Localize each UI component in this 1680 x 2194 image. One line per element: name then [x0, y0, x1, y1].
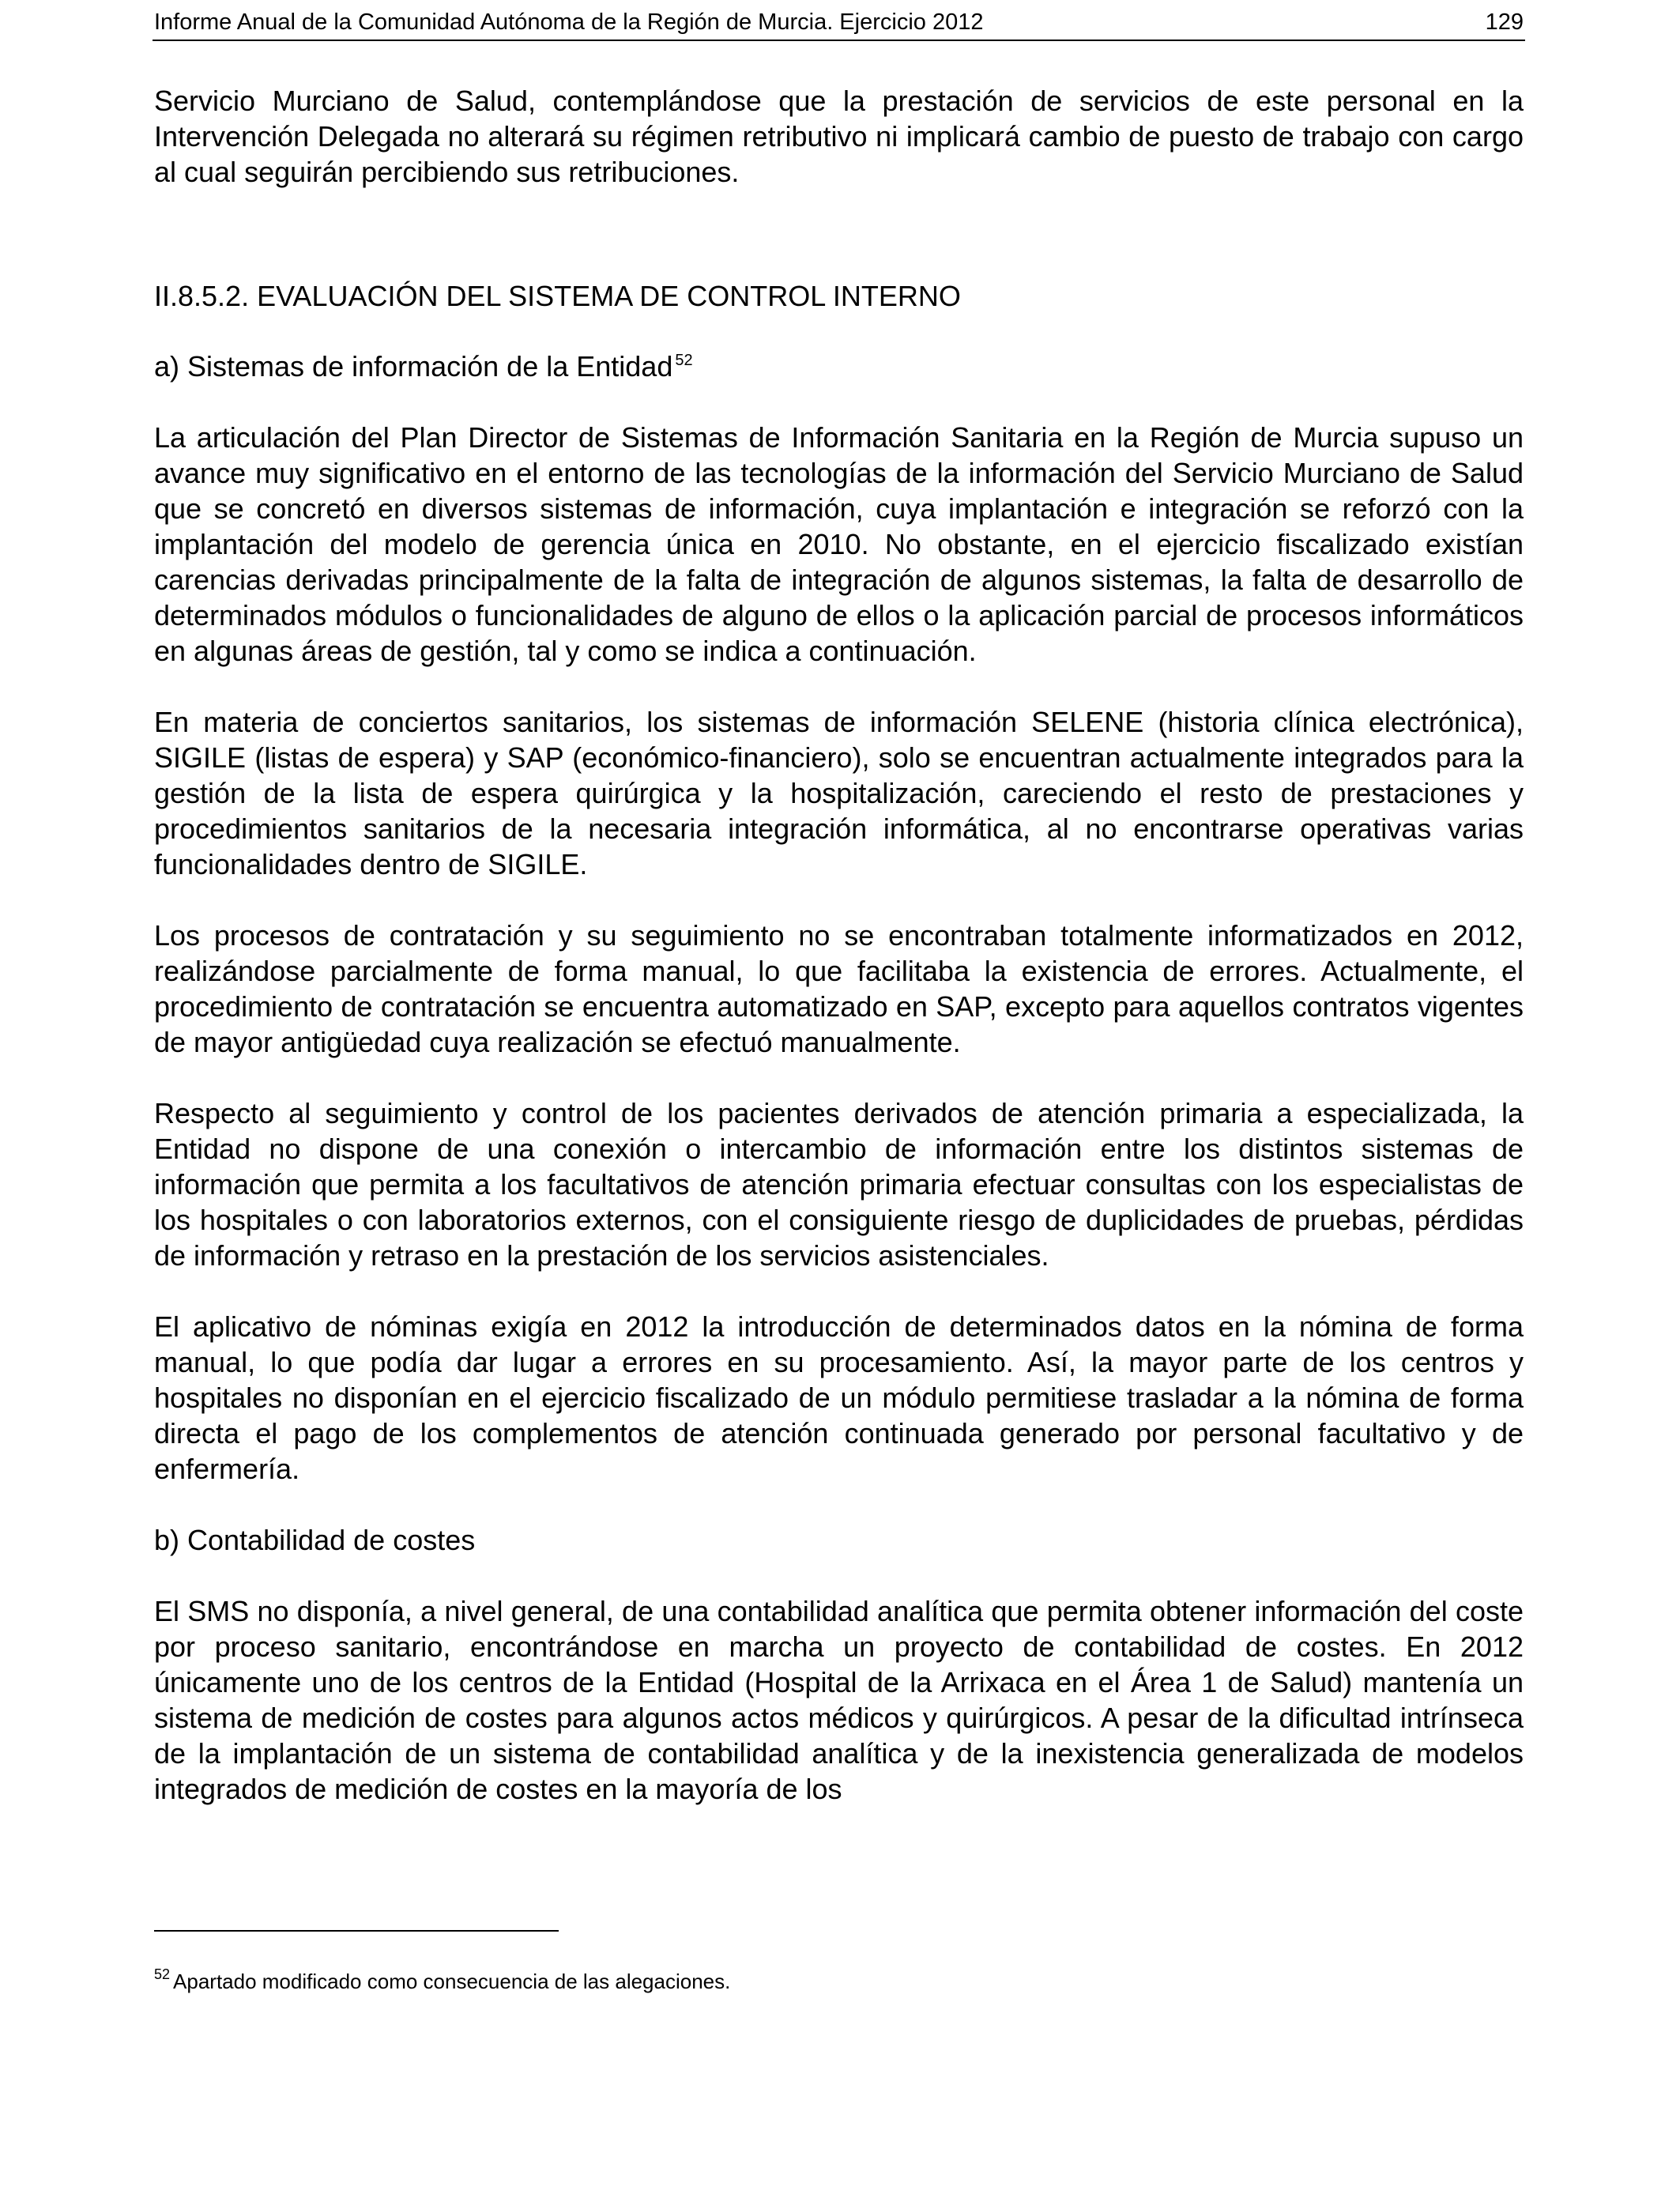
section-heading: II.8.5.2. EVALUACIÓN DEL SISTEMA DE CONTROL INTERNO	[154, 280, 961, 312]
header-title: Informe Anual de la Comunidad Autónoma de la Región de Murcia. Ejercicio 2012	[154, 9, 984, 35]
intro-paragraph: Servicio Murciano de Salud, contemplándose que la prestación de servicios de este personal en la Intervención Delegada no alterará su régimen retributivo ni implicará cambio de puesto de trabajo con cargo al cual seguirán percibiendo sus retribuciones.	[154, 85, 1524, 188]
paragraph-seguimiento-pacientes: Respecto al seguimiento y control de los pacientes derivados de atención primaria a especializada, la Entidad no dispone de una conexión o intercambio de información entre los distintos sistemas de información que permita a los facultativos de atención primaria efectuar consultas con los especialistas de los hospitales o con laboratorios externos, con el consiguiente riesgo de duplicidades de pruebas, pérdidas de información y retraso en la prestación de los servicios asistenciales.	[154, 1097, 1524, 1272]
subsection-a-heading-text: a) Sistemas de información de la Entidad	[154, 350, 673, 383]
subsection-a-heading	[154, 349, 1524, 384]
paragraph-contabilidad-costes: El SMS no disponía, a nivel general, de una contabilidad analítica que permita obtener información del coste por proceso sanitario, encontrándose en marcha un proyecto de contabilidad de costes. En 2012 únicamente uno de los centros de la Entidad (Hospital de la Arrixaca en el Área 1 de Salud) mantenía un sistema de medición de costes para algunos actos médicos y quirúrgicos. A pesar de la dificultad intrínseca de la implantación de un sistema de contabilidad analítica y de la inexistencia generalizada de modelos integrados de medición de costes en la mayoría de los	[154, 1595, 1524, 1805]
paragraph-plan-director: La articulación del Plan Director de Sistemas de Información Sanitaria en la Región de Murcia supuso un avance muy significativo en el entorno de las tecnologías de la información del Servicio Murciano de Salud que se concretó en diversos sistemas de información, cuya implantación e integración se reforzó con la implantación del modelo de gerencia única en 2010. No obstante, en el ejercicio fiscalizado existían carencias derivadas principalmente de la falta de integración de algunos sistemas, la falta de desarrollo de determinados módulos o funcionalidades de alguno de ellos o la aplicación parcial de procesos informáticos en algunas áreas de gestión, tal y como se indica a continuación.	[154, 421, 1524, 667]
footnote-reference[interactable]: 52	[675, 352, 693, 369]
footnote-number: 52	[154, 1966, 171, 1982]
footnote-text: Apartado modificado como consecuencia de las alegaciones.	[173, 1970, 731, 1993]
page-number: 129	[1485, 9, 1524, 35]
paragraph-conciertos: En materia de conciertos sanitarios, los sistemas de información SELENE (historia clínica electrónica), SIGILE (listas de espera) y SAP (económico-financiero), solo se encuentran actualmente integrados para la gestión de la lista de espera quirúrgica y la hospitalización, careciendo el resto de prestaciones y procedimientos sanitarios de la necesaria integración informática, al no encontrarse operativas varias funcionalidades dentro de SIGILE.	[154, 706, 1524, 880]
paragraph-contratacion: Los procesos de contratación y su seguimiento no se encontraban totalmente informatizados en 2012, realizándose parcialmente de forma manual, lo que facilitaba la existencia de errores. Actualmente, el procedimiento de contratación se encuentra automatizado en SAP, excepto para aquellos contratos vigentes de mayor antigüedad cuya realización se efectuó manualmente.	[154, 919, 1524, 1058]
footnote	[154, 1968, 730, 1995]
footnote-divider	[154, 1930, 559, 1932]
page-header	[153, 5, 1525, 41]
paragraph-nominas: El aplicativo de nóminas exigía en 2012 la introducción de determinados datos en la nómina de forma manual, lo que podía dar lugar a errores en su procesamiento. Así, la mayor parte de los centros y hospitales no disponían en el ejercicio fiscalizado de un módulo permitiese trasladar a la nómina de forma directa el pago de los complementos de atención continuada generado por personal facultativo y de enfermería.	[154, 1310, 1524, 1485]
page-body	[154, 83, 1524, 1807]
subsection-b-heading: b) Contabilidad de costes	[154, 1524, 476, 1556]
